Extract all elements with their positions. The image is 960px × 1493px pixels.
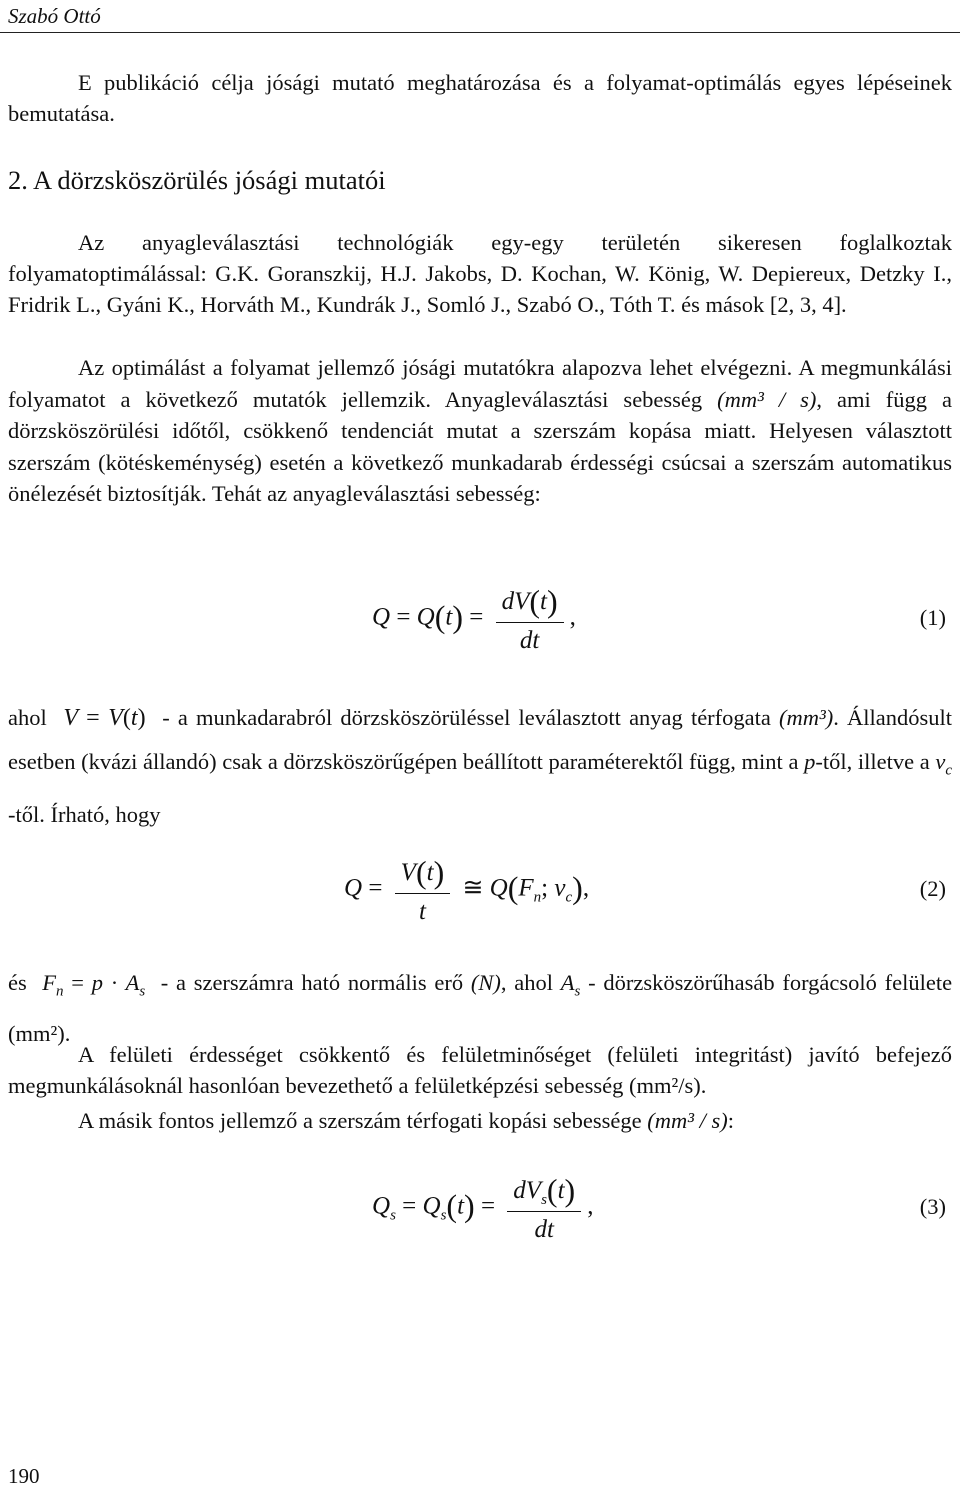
paragraph-quality-indicators-text-2: , ami függ a dörzsköszörülési időtől, csökkenő tendenciát mutat a szerszám kopása miatt. Helyesen választott szerszám (kötéskeménység) esetén a következő munkadarab érdességi csúcsai a szerszám automatikus önélezését biztosítják. Tehát az anyagleválasztási sebesség: <box>8 386 952 506</box>
paragraph-quality-indicators <box>8 352 952 510</box>
equation-2-number: (2) <box>919 876 946 901</box>
intro-paragraph: E publikáció célja jósági mutató meghatározása és a folyamat-optimálás egyes lépéseinek bemutatása. <box>8 70 952 126</box>
paragraph-volume-text-1: ahol <box>8 705 47 730</box>
paragraph-force-text-1: és <box>8 970 27 995</box>
equation-3: $Q_s = Q_s(t)$ = $\frac{dV_s(t)}{dt}$ , <box>372 1172 594 1243</box>
wear-rate-unit: (mm³ / s) <box>647 1108 728 1133</box>
paragraph-quality-indicators-text-1: Az optimálást a folyamat jellemző jósági mutatókra alapozva lehet elvégezni. A megmunkálási folyamatot a következő mutatók jellemzik. Anyagleválasztási sebesség <box>8 355 952 412</box>
volume-unit: (mm³) <box>779 705 834 730</box>
section-heading: 2. A dörzsköszörülés jósági mutatói <box>8 165 386 195</box>
normal-force-formula: $F_n = p \cdot A_s$ <box>34 970 146 1000</box>
removal-rate-unit: (mm³ / s) <box>717 386 817 412</box>
velocity-vc-symbol: $v_c$ <box>935 749 952 779</box>
equation-1: Q = Q(t) = $\frac{dV(t)}{dt}$ , <box>372 583 576 654</box>
equation-1-number: (1) <box>919 605 946 630</box>
volume-symbol: V = V(t) <box>54 705 146 731</box>
equation-3-number: (3) <box>919 1194 946 1219</box>
paragraph-surface-rate: A felületi érdességet csökkentő és felületminőséget (felületi integritást) javító befejező megmunkálásoknál hasonlóan bevezethető a felületképzési sebesség (mm²/s). <box>8 1042 952 1098</box>
parameter-p: p <box>804 749 816 774</box>
paragraph-force-text-3: , ahol <box>500 970 553 995</box>
page-number: 190 <box>8 1464 40 1488</box>
running-head-author: Szabó Ottó <box>8 4 101 28</box>
area-symbol: $A_s$ <box>560 970 581 1000</box>
equation-2-row <box>0 854 960 934</box>
equation-1-row <box>0 583 960 663</box>
equation-3-row <box>0 1172 960 1252</box>
header-rule <box>0 32 960 33</box>
paragraph-volume-text-2: - a munkadarabról dörzsköszörüléssel leválasztott anyag térfogata <box>162 705 771 730</box>
force-unit: (N) <box>470 970 501 995</box>
paragraph-wear-text: A másik fontos jellemző a szerszám térfogati kopási sebessége <box>78 1108 642 1133</box>
paragraph-volume-text-5: -től. Írható, hogy <box>8 801 161 827</box>
paragraph-wear-rate <box>8 1106 952 1137</box>
paragraph-wear-colon: : <box>727 1108 734 1133</box>
paragraph-force-text-2: - a szerszámra ható normális erő <box>160 970 464 995</box>
equation-1-fraction: $\frac{dV(t)}{dt}$ <box>496 583 564 655</box>
paragraph-volume-text-4: -től, illetve a <box>815 749 930 774</box>
equation-2-fraction: $\frac{V(t)}{t}$ <box>395 854 451 926</box>
equation-3-fraction: $\frac{dV_s(t)}{dt}$ <box>507 1172 581 1244</box>
equation-2: Q = $\frac{V(t)}{t}$ ≅ $Q(F_n$; $v_c$), <box>344 854 590 925</box>
paragraph-force-text-4: - dörzsköszörűhasáb forgácsoló felülete (mm²). <box>8 970 953 1046</box>
paragraph-volume-definition <box>8 696 952 837</box>
paragraph-volume-text-3: . Állandósult esetben (kvázi állandó) csak a dörzsköszörűgépen beállított paraméterektől függ, mint a <box>8 705 953 774</box>
paragraph-related-work: Az anyagleválasztási technológiák egy-egy területén sikeresen foglalkoztak folyamatoptimálással: G.K. Goranszkij, H.J. Jakobs, D. Kochan, W. König, W. Depiereux, Detzky I., Fridrik L., Gyáni K., Horváth M., Kundrák J., Somló J., Szabó O., Tóth T. és mások [2, 3, 4]. <box>8 230 952 317</box>
